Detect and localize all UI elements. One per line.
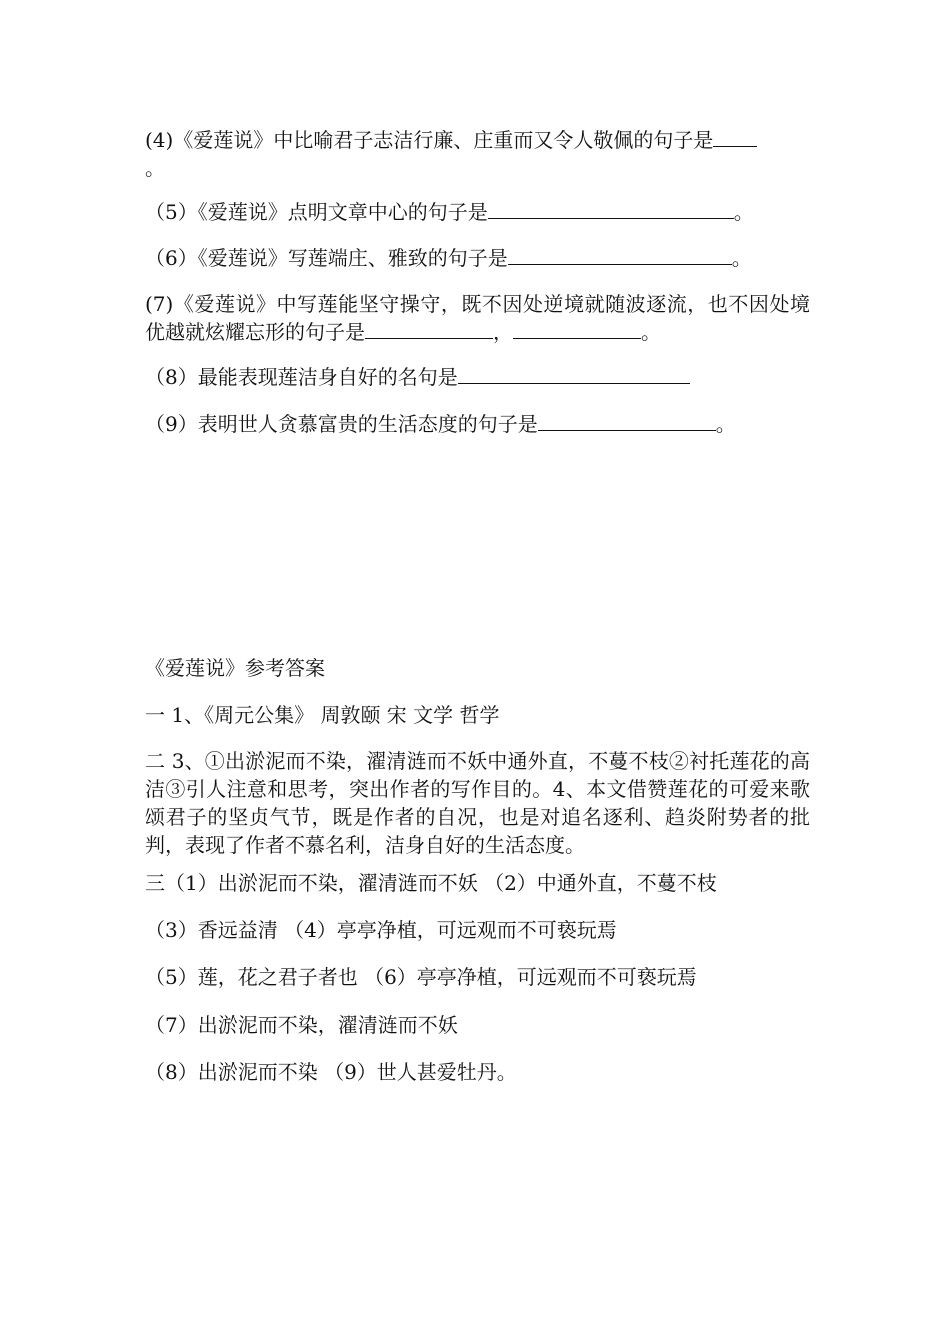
question-7-sep: ， xyxy=(493,320,513,344)
question-6-blank[interactable] xyxy=(508,246,732,265)
question-6-text: （6）《爱莲说》写莲端庄、雅致的句子是 xyxy=(145,246,508,270)
answers-title: 《爱莲说》参考答案 xyxy=(145,656,325,680)
answers-part-2: 二 3、①出淤泥而不染，濯清涟而不妖中通外直，不蔓不枝②衬托莲花的高洁③引人注意和思考，突出作者的写作目的。4、本文借赞莲花的可爱来歌颂君子的坚贞气节，既是作者的自况，也是对追名逐利、趋炎附势者的批判，表现了作者不慕名利，洁身自好的生活态度。 xyxy=(145,749,810,857)
question-7-text: (7)《爱莲说》中写莲能坚守操守，既不因处逆境就随波逐流，也不因处境优越就炫耀忘形的句子是 xyxy=(145,292,810,344)
question-5-text: （5）《爱莲说》点明文章中心的句子是 xyxy=(145,200,488,224)
question-9 xyxy=(145,410,810,438)
question-7-blank-2[interactable] xyxy=(513,320,641,339)
question-7-end: 。 xyxy=(641,320,661,344)
answers-part-3-line-4: （7）出淤泥而不染，濯清涟而不妖 xyxy=(145,1013,458,1037)
question-8 xyxy=(145,363,810,391)
question-6-end: 。 xyxy=(731,246,752,270)
answers-part-3-line-2: （3）香远益清 （4）亭亭净植，可远观而不可亵玩焉 xyxy=(145,918,617,942)
question-7-blank-1[interactable] xyxy=(365,320,493,339)
question-4-text: (4)《爱莲说》中比喻君子志洁行廉、庄重而又令人敬佩的句子是 xyxy=(145,128,714,152)
question-4 xyxy=(145,126,810,182)
question-9-text: （9）表明世人贪慕富贵的生活态度的句子是 xyxy=(145,412,538,436)
question-4-end: 。 xyxy=(145,156,165,180)
answers-part-3-line-1: 三（1）出淤泥而不染，濯清涟而不妖 （2）中通外直，不蔓不枝 xyxy=(145,871,717,895)
question-5 xyxy=(145,198,810,226)
question-7 xyxy=(145,290,810,346)
question-8-text: （8）最能表现莲洁身自好的名句是 xyxy=(145,365,458,389)
question-5-blank[interactable] xyxy=(488,200,734,219)
question-9-blank[interactable] xyxy=(538,412,716,431)
answers-part-3-line-5: （8）出淤泥而不染 （9）世人甚爱牡丹。 xyxy=(145,1060,517,1084)
question-8-blank[interactable] xyxy=(458,365,690,384)
question-6 xyxy=(145,244,810,272)
question-5-end: 。 xyxy=(733,200,754,224)
question-4-blank[interactable] xyxy=(713,128,757,147)
question-9-end: 。 xyxy=(715,412,736,436)
answers-part-3-line-3: （5）莲，花之君子者也 （6）亭亭净植，可远观而不可亵玩焉 xyxy=(145,965,697,989)
answers-part-1: 一 1、《周元公集》 周敦颐 宋 文学 哲学 xyxy=(145,703,500,727)
